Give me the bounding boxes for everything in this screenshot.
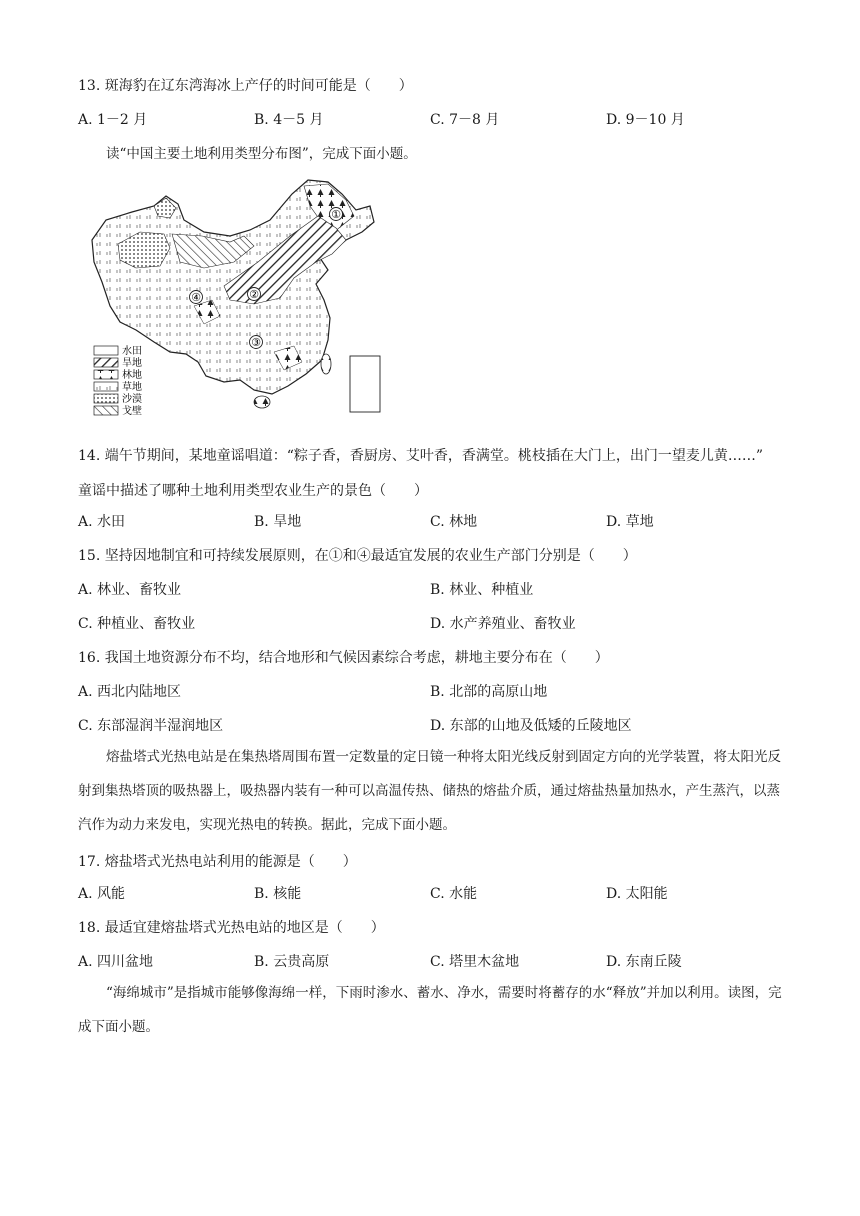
- legend-grassland: 草地: [122, 382, 142, 393]
- q14-option-a[interactable]: A. 水田: [78, 514, 126, 530]
- q14-option-d[interactable]: D. 草地: [606, 514, 654, 530]
- q16-option-b[interactable]: B. 北部的高原山地: [430, 684, 548, 700]
- q17-option-c[interactable]: C. 水能: [430, 886, 478, 902]
- q15-option-c[interactable]: C. 种植业、畜牧业: [78, 616, 196, 632]
- q13-option-d[interactable]: D. 9－10 月: [606, 112, 685, 128]
- marker-3: ③: [251, 336, 261, 349]
- q18-option-a[interactable]: A. 四川盆地: [78, 954, 154, 970]
- q13-stem: 13. 斑海豹在辽东湾海冰上产仔的时间可能是（ ）: [78, 78, 413, 94]
- q16-option-a[interactable]: A. 西北内陆地区: [78, 684, 182, 700]
- q16-option-d[interactable]: D. 东部的山地及低矮的丘陵地区: [430, 718, 632, 734]
- q18-option-b[interactable]: B. 云贵高原: [254, 954, 330, 970]
- q14-option-c[interactable]: C. 林地: [430, 514, 478, 530]
- marker-2: ②: [249, 288, 259, 301]
- q18-option-d[interactable]: D. 东南丘陵: [606, 954, 682, 970]
- q15-option-d[interactable]: D. 水产养殖业、畜牧业: [430, 616, 576, 632]
- map-legend: [94, 344, 142, 417]
- marker-1: ①: [331, 208, 341, 221]
- legend-paddy: 水田: [122, 346, 142, 357]
- china-land-use-map: [84, 176, 384, 424]
- q13-option-c[interactable]: C. 7－8 月: [430, 112, 500, 128]
- q16-option-c[interactable]: C. 东部湿润半湿润地区: [78, 718, 224, 734]
- q16-stem: 16. 我国土地资源分布不均，结合地形和气候因素综合考虑，耕地主要分布在（ ）: [78, 650, 609, 666]
- q15-stem: 15. 坚持因地制宜和可持续发展原则，在①和④最适宜发展的农业生产部门分别是（ ）: [78, 548, 637, 564]
- legend-dryland: 旱地: [122, 358, 142, 369]
- legend-forest: 林地: [122, 370, 142, 381]
- solar-intro-paragraph: 熔盐塔式光热电站是在集热塔周围布置一定数量的定日镜一种将太阳光线反射到固定方向的光学装置，将太阳光反射到集热塔顶的吸热器上，吸热器内装有一种可以高温传热、储热的熔盐介质，通过熔盐热量加热水，产生蒸汽，以蒸汽作为动力来发电，实现光热电的转换。据此，完成下面小题。: [78, 749, 781, 833]
- q17-option-b[interactable]: B. 核能: [254, 886, 302, 902]
- q14-option-b[interactable]: B. 旱地: [254, 514, 302, 530]
- legend-desert: 沙漠: [122, 394, 142, 405]
- marker-4: ④: [191, 291, 201, 304]
- map-intro: 读“中国主要土地利用类型分布图”，完成下面小题。: [106, 146, 417, 162]
- q14-stem-line2: 童谣中描述了哪种土地利用类型农业生产的景色（ ）: [78, 483, 428, 499]
- q17-option-a[interactable]: A. 风能: [78, 886, 126, 902]
- q18-option-c[interactable]: C. 塔里木盆地: [430, 954, 520, 970]
- q15-option-a[interactable]: A. 林业、畜牧业: [78, 582, 182, 598]
- q18-stem: 18. 最适宜建熔盐塔式光热电站的地区是（ ）: [78, 920, 385, 936]
- q13-option-b[interactable]: B. 4－5 月: [254, 112, 324, 128]
- sponge-city-intro-paragraph: “海绵城市”是指城市能够像海绵一样，下雨时渗水、蓄水、净水，需要时将蓄存的水“释放”并加以利用。读图，完成下面小题。: [78, 985, 782, 1035]
- q14-stem-line1: 14. 端午节期间，某地童谣唱道：“粽子香，香厨房、艾叶香，香满堂。桃枝插在大门上，出门一望麦儿黄……”: [78, 448, 764, 464]
- legend-gobi: 戈壁: [122, 406, 142, 417]
- q13-option-a[interactable]: A. 1－2 月: [78, 112, 148, 128]
- q15-option-b[interactable]: B. 林业、种植业: [430, 582, 534, 598]
- q17-option-d[interactable]: D. 太阳能: [606, 886, 668, 902]
- q17-stem: 17. 熔盐塔式光热电站利用的能源是（ ）: [78, 854, 357, 870]
